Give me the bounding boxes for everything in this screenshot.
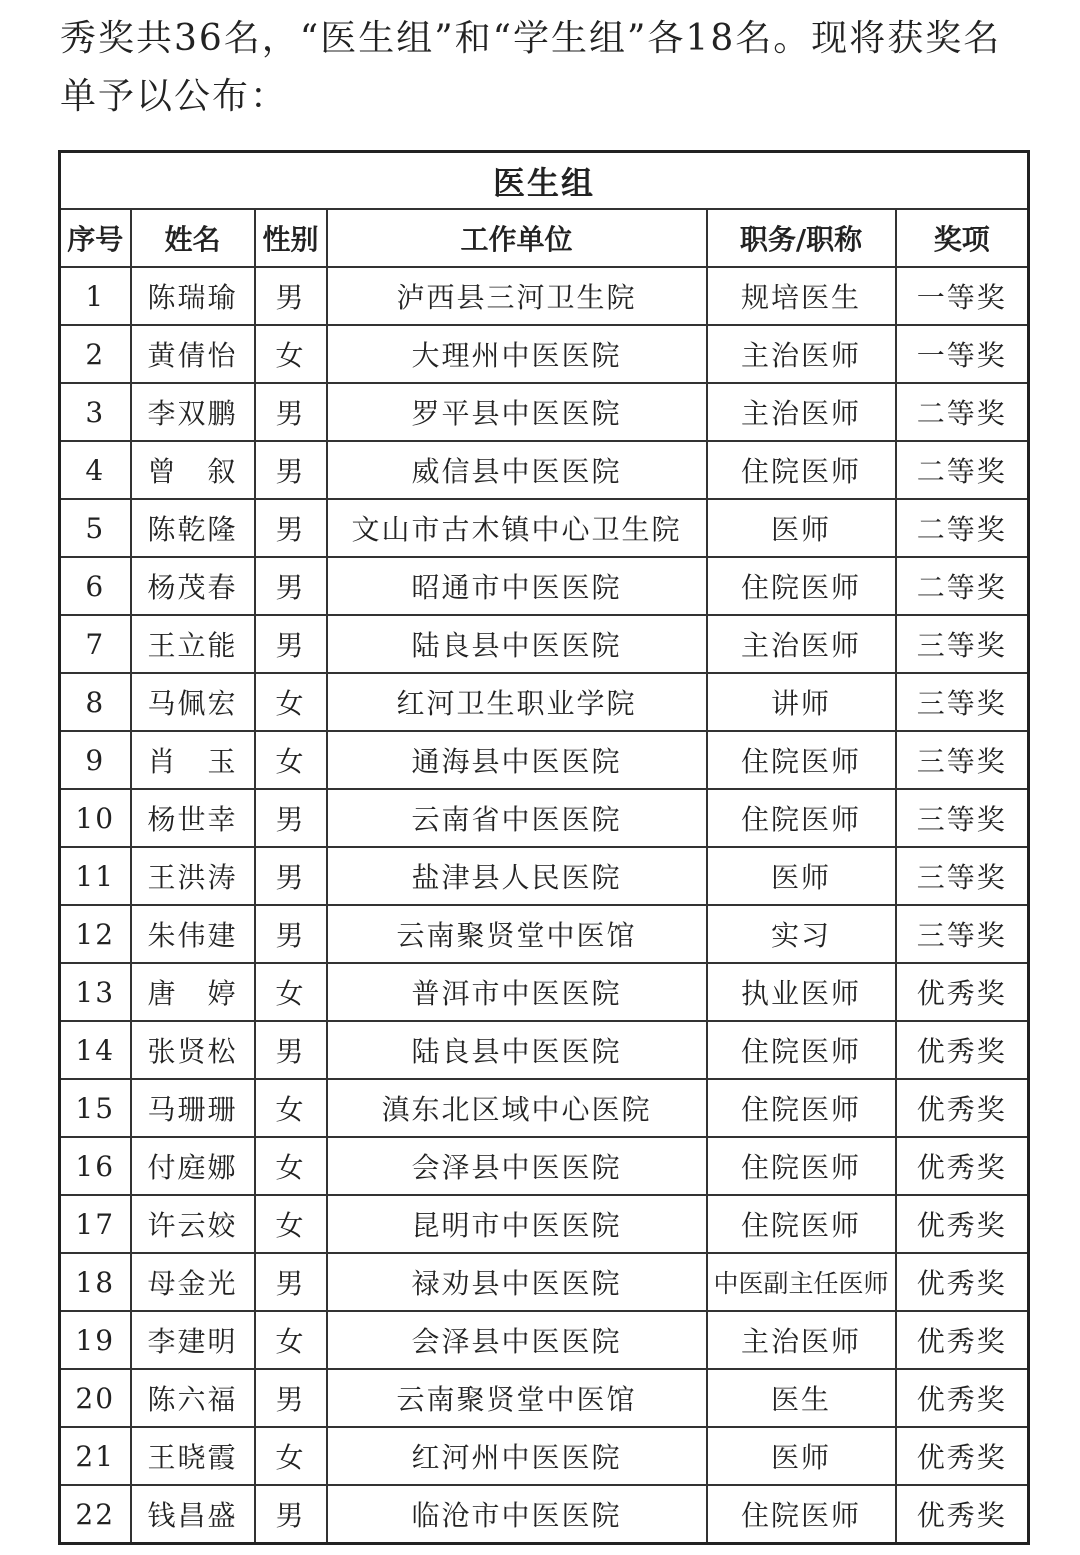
cell-name: 李双鹏 [131,383,255,441]
cell-name: 王洪涛 [131,847,255,905]
cell-name: 许云姣 [131,1195,255,1253]
header-award: 奖项 [896,209,1029,267]
cell-award: 优秀奖 [896,1369,1029,1427]
cell-award: 三等奖 [896,615,1029,673]
table-row [60,557,1029,615]
group-title: 医生组 [60,152,1029,210]
cell-name: 王立能 [131,615,255,673]
cell-title: 主治医师 [707,615,896,673]
cell-gender: 女 [255,325,327,383]
cell-seq: 20 [60,1369,131,1427]
cell-award: 一等奖 [896,325,1029,383]
cell-gender: 男 [255,1253,327,1311]
cell-seq: 19 [60,1311,131,1369]
cell-title: 住院医师 [707,731,896,789]
cell-gender: 女 [255,673,327,731]
cell-workplace: 云南省中医医院 [327,789,707,847]
cell-title: 规培医生 [707,267,896,325]
cell-seq: 10 [60,789,131,847]
table-row [60,847,1029,905]
header-seq: 序号 [60,209,131,267]
cell-seq: 13 [60,963,131,1021]
group-title-row [60,152,1029,210]
cell-name: 马佩宏 [131,673,255,731]
cell-title: 医师 [707,847,896,905]
cell-title: 医师 [707,499,896,557]
cell-seq: 11 [60,847,131,905]
cell-workplace: 红河卫生职业学院 [327,673,707,731]
cell-workplace: 陆良县中医医院 [327,1021,707,1079]
header-gender: 性别 [255,209,327,267]
cell-gender: 女 [255,1079,327,1137]
cell-name: 陈乾隆 [131,499,255,557]
cell-award: 优秀奖 [896,1021,1029,1079]
cell-award: 优秀奖 [896,1427,1029,1485]
cell-gender: 男 [255,1485,327,1544]
award-table [58,150,1030,1545]
cell-title: 住院医师 [707,789,896,847]
cell-award: 优秀奖 [896,1079,1029,1137]
cell-seq: 21 [60,1427,131,1485]
cell-name: 唐 婷 [131,963,255,1021]
cell-workplace: 罗平县中医医院 [327,383,707,441]
cell-gender: 女 [255,731,327,789]
cell-gender: 男 [255,847,327,905]
table-row [60,267,1029,325]
table-row [60,325,1029,383]
cell-award: 三等奖 [896,789,1029,847]
cell-seq: 14 [60,1021,131,1079]
cell-title: 住院医师 [707,1021,896,1079]
cell-title: 中医副主任医师 [707,1253,896,1311]
cell-gender: 男 [255,557,327,615]
cell-gender: 男 [255,615,327,673]
cell-seq: 1 [60,267,131,325]
cell-title: 住院医师 [707,1137,896,1195]
cell-workplace: 威信县中医医院 [327,441,707,499]
cell-seq: 18 [60,1253,131,1311]
cell-title: 住院医师 [707,1079,896,1137]
cell-workplace: 云南聚贤堂中医馆 [327,1369,707,1427]
cell-workplace: 大理州中医医院 [327,325,707,383]
table-row [60,383,1029,441]
cell-award: 三等奖 [896,847,1029,905]
intro-line-2: 单予以公布： [60,76,289,117]
cell-award: 二等奖 [896,499,1029,557]
table-row [60,1079,1029,1137]
cell-name: 钱昌盛 [131,1485,255,1544]
cell-title: 住院医师 [707,557,896,615]
cell-title: 执业医师 [707,963,896,1021]
header-workplace: 工作单位 [327,209,707,267]
cell-name: 母金光 [131,1253,255,1311]
header-row [60,209,1029,267]
header-name: 姓名 [131,209,255,267]
cell-title: 讲师 [707,673,896,731]
cell-gender: 男 [255,267,327,325]
cell-seq: 3 [60,383,131,441]
cell-workplace: 昆明市中医医院 [327,1195,707,1253]
cell-name: 李建明 [131,1311,255,1369]
cell-title: 医生 [707,1369,896,1427]
cell-workplace: 会泽县中医医院 [327,1311,707,1369]
cell-seq: 17 [60,1195,131,1253]
cell-title: 医师 [707,1427,896,1485]
cell-workplace: 禄劝县中医医院 [327,1253,707,1311]
table-row [60,1485,1029,1544]
cell-award: 优秀奖 [896,1137,1029,1195]
cell-gender: 男 [255,441,327,499]
cell-workplace: 云南聚贤堂中医馆 [327,905,707,963]
cell-title: 住院医师 [707,1485,896,1544]
cell-seq: 4 [60,441,131,499]
table-row [60,963,1029,1021]
cell-gender: 男 [255,905,327,963]
cell-award: 二等奖 [896,441,1029,499]
cell-workplace: 盐津县人民医院 [327,847,707,905]
cell-title: 主治医师 [707,325,896,383]
cell-name: 杨茂春 [131,557,255,615]
cell-workplace: 通海县中医医院 [327,731,707,789]
cell-name: 马珊珊 [131,1079,255,1137]
cell-workplace: 临沧市中医医院 [327,1485,707,1544]
cell-gender: 女 [255,1195,327,1253]
table-row [60,1311,1029,1369]
cell-award: 优秀奖 [896,1195,1029,1253]
table-row [60,731,1029,789]
cell-workplace: 会泽县中医医院 [327,1137,707,1195]
cell-seq: 22 [60,1485,131,1544]
cell-name: 黄倩怡 [131,325,255,383]
header-title: 职务/职称 [707,209,896,267]
cell-seq: 15 [60,1079,131,1137]
table-row [60,1137,1029,1195]
table-row [60,1253,1029,1311]
cell-name: 王晓霞 [131,1427,255,1485]
cell-award: 三等奖 [896,905,1029,963]
cell-title: 主治医师 [707,383,896,441]
table-row [60,1021,1029,1079]
cell-gender: 男 [255,499,327,557]
cell-workplace: 陆良县中医医院 [327,615,707,673]
table-row [60,1195,1029,1253]
cell-award: 二等奖 [896,557,1029,615]
cell-award: 优秀奖 [896,1253,1029,1311]
cell-gender: 男 [255,789,327,847]
cell-title: 住院医师 [707,441,896,499]
cell-gender: 男 [255,383,327,441]
cell-workplace: 红河州中医医院 [327,1427,707,1485]
table-row [60,615,1029,673]
table-row [60,673,1029,731]
cell-name: 陈六福 [131,1369,255,1427]
cell-gender: 男 [255,1369,327,1427]
cell-award: 三等奖 [896,673,1029,731]
table-row [60,1369,1029,1427]
cell-gender: 女 [255,1311,327,1369]
cell-seq: 7 [60,615,131,673]
cell-award: 优秀奖 [896,963,1029,1021]
cell-seq: 6 [60,557,131,615]
table-row [60,905,1029,963]
cell-title: 实习 [707,905,896,963]
cell-name: 曾 叙 [131,441,255,499]
cell-seq: 9 [60,731,131,789]
table-row [60,499,1029,557]
cell-name: 朱伟建 [131,905,255,963]
cell-workplace: 滇东北区域中心医院 [327,1079,707,1137]
cell-title: 住院医师 [707,1195,896,1253]
cell-workplace: 普洱市中医医院 [327,963,707,1021]
cell-gender: 女 [255,1137,327,1195]
cell-award: 一等奖 [896,267,1029,325]
cell-seq: 5 [60,499,131,557]
cell-title: 主治医师 [707,1311,896,1369]
table-row [60,441,1029,499]
cell-seq: 2 [60,325,131,383]
cell-name: 肖 玉 [131,731,255,789]
cell-seq: 8 [60,673,131,731]
cell-workplace: 文山市古木镇中心卫生院 [327,499,707,557]
cell-gender: 女 [255,963,327,1021]
intro-line-1: 秀奖共36名，“医生组”和“学生组”各18名。现将获奖名 [60,18,1002,59]
cell-gender: 男 [255,1021,327,1079]
cell-seq: 12 [60,905,131,963]
cell-award: 优秀奖 [896,1311,1029,1369]
cell-award: 二等奖 [896,383,1029,441]
table-row [60,1427,1029,1485]
cell-workplace: 昭通市中医医院 [327,557,707,615]
cell-gender: 女 [255,1427,327,1485]
cell-workplace: 泸西县三河卫生院 [327,267,707,325]
table-row [60,789,1029,847]
cell-award: 优秀奖 [896,1485,1029,1544]
cell-name: 杨世幸 [131,789,255,847]
table-body [60,267,1029,1544]
cell-seq: 16 [60,1137,131,1195]
cell-name: 陈瑞瑜 [131,267,255,325]
cell-award: 三等奖 [896,731,1029,789]
intro-paragraph [60,10,1040,126]
cell-name: 付庭娜 [131,1137,255,1195]
cell-name: 张贤松 [131,1021,255,1079]
